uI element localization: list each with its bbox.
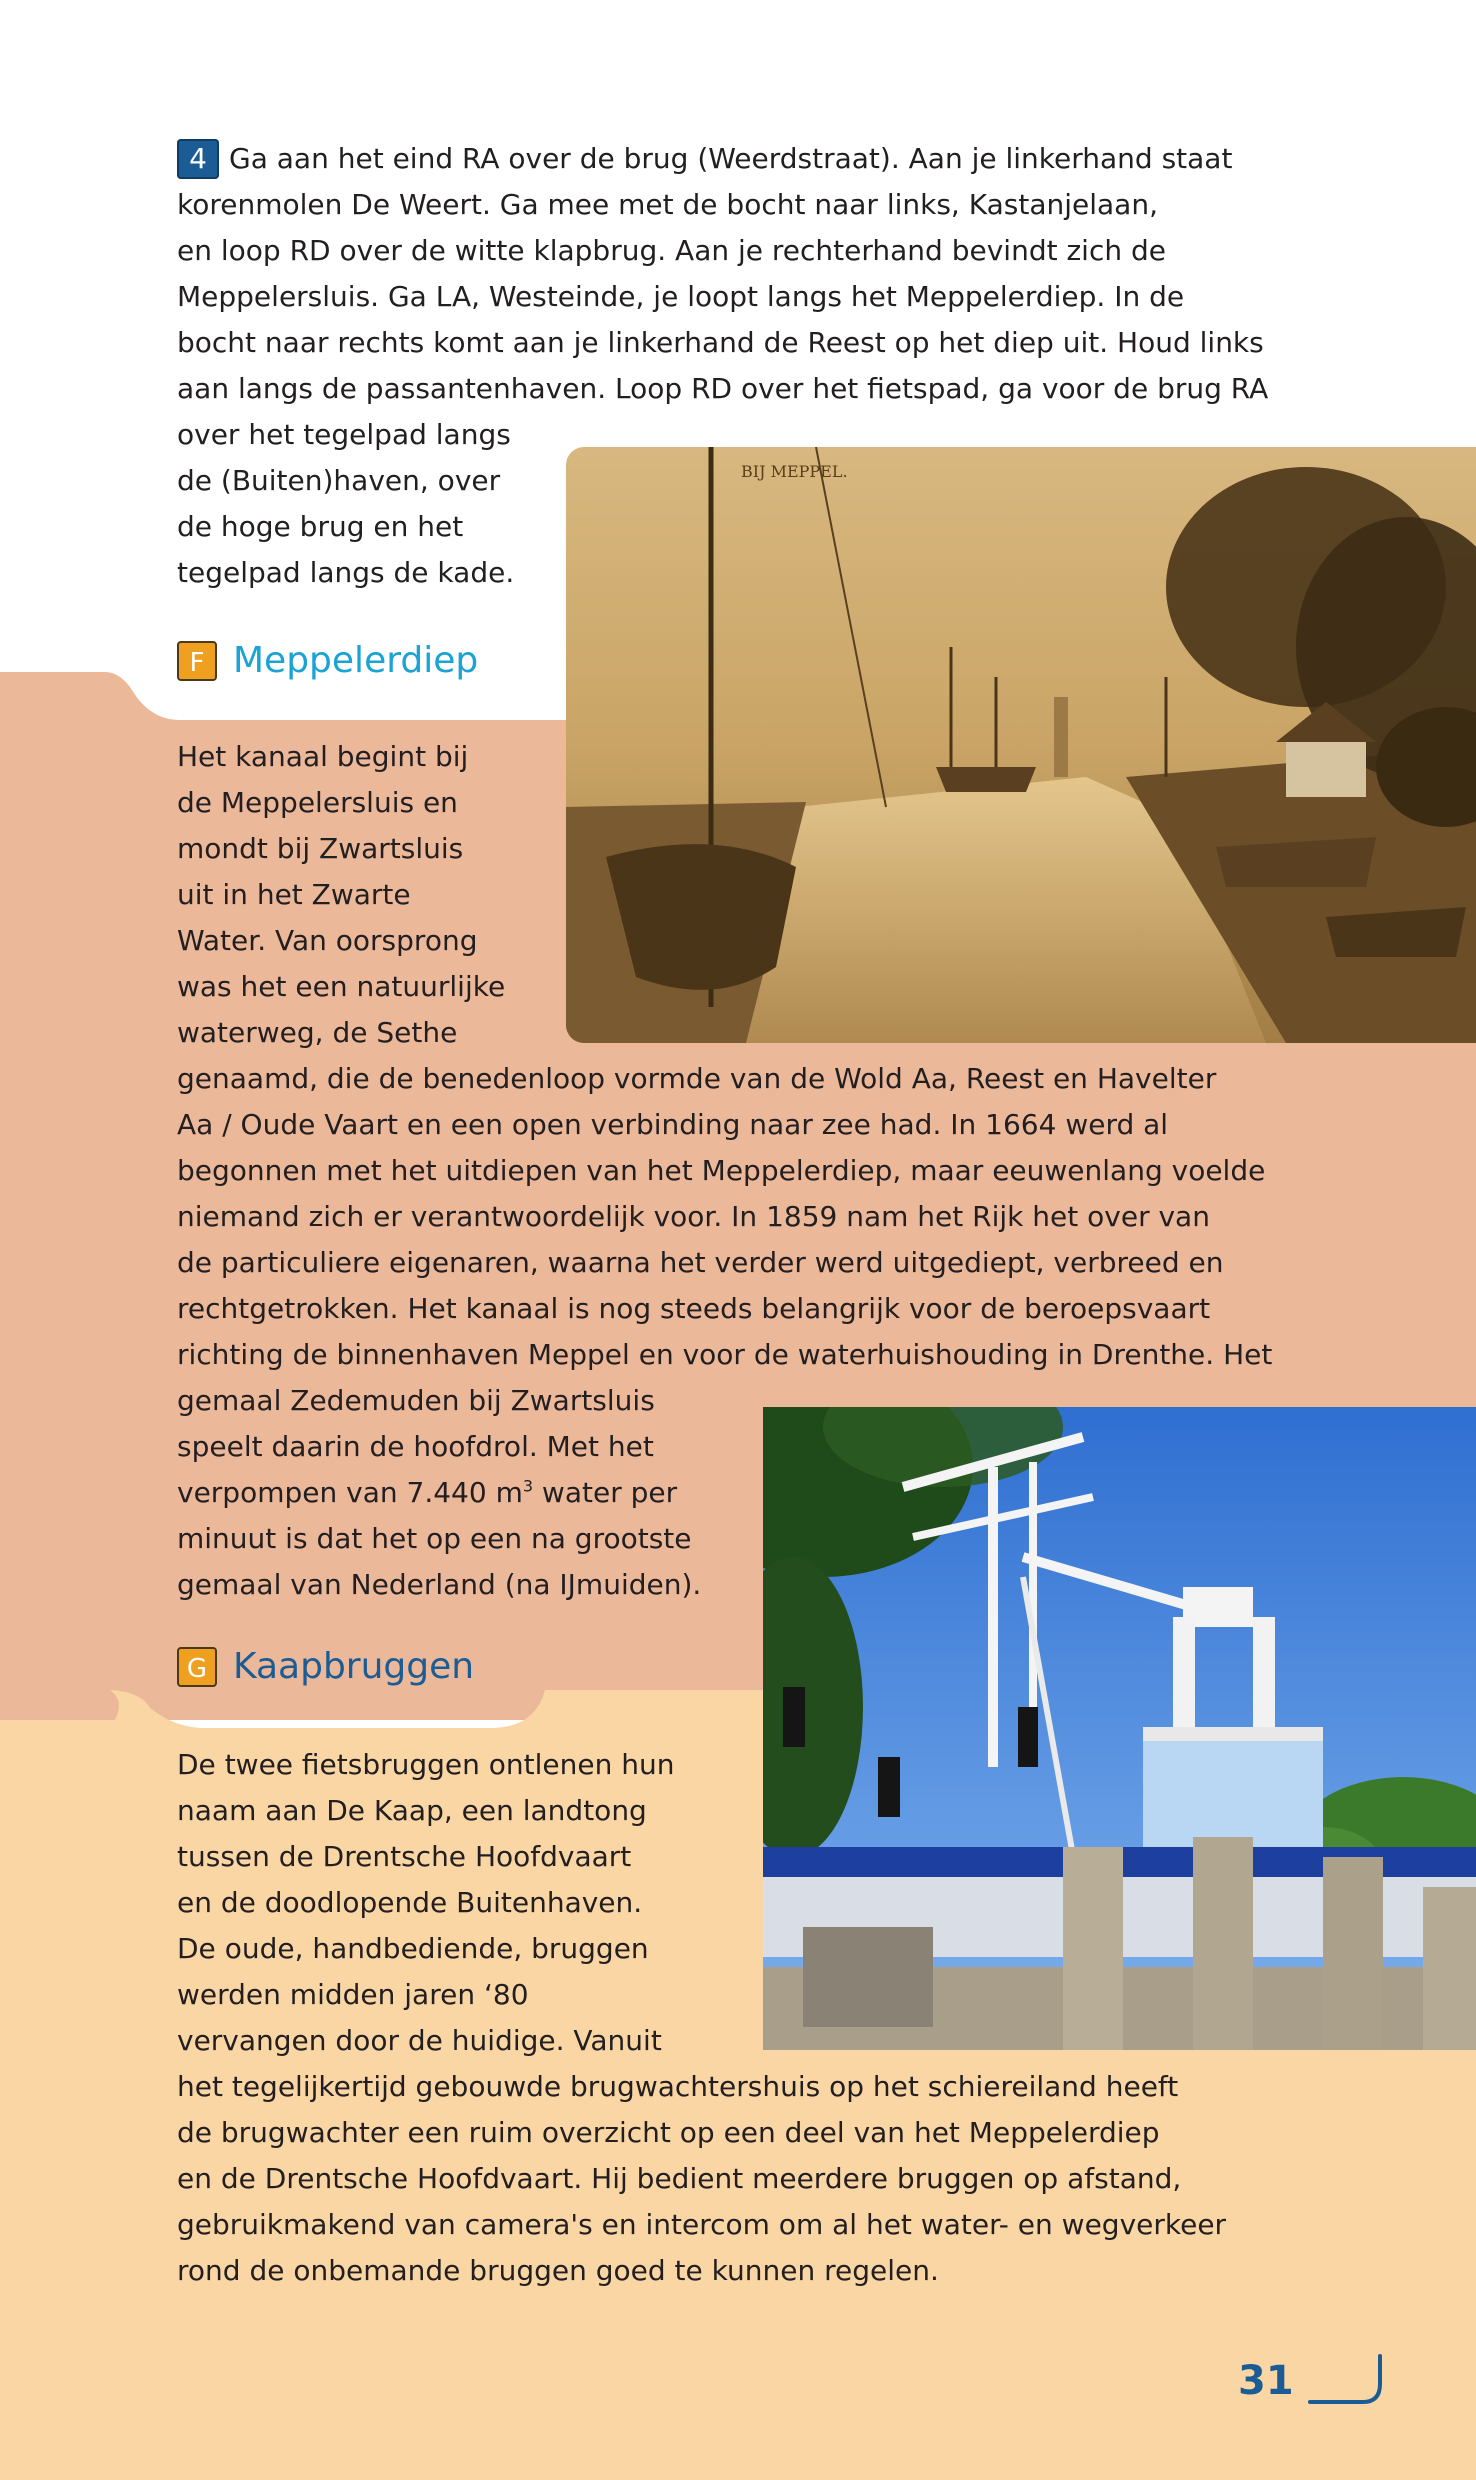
step-line: aan langs de passantenhaven. Loop RD over het fietspad, ga voor de brug RA	[177, 372, 1269, 405]
text-line: tussen de Drentsche Hoofdvaart	[177, 1840, 632, 1873]
text-line: en de Drentsche Hoofdvaart. Hij bedient meerdere bruggen op afstand,	[177, 2162, 1182, 2195]
section-g-narrow-text	[177, 1742, 747, 2064]
step-line: en loop RD over de witte klapbrug. Aan je rechterhand bevindt zich de	[177, 234, 1166, 267]
text-line: vervangen door de huidige. Vanuit	[177, 2024, 662, 2057]
text-line: genaamd, die de benedenloop vormde van de Wold Aa, Reest en Havelter	[177, 1062, 1217, 1095]
section-f-title: Meppelerdiep	[233, 640, 479, 681]
text-line: De twee fietsbruggen ontlenen hun	[177, 1748, 675, 1781]
text-line: rechtgetrokken. Het kanaal is nog steeds belangrijk voor de beroepsvaart	[177, 1292, 1211, 1325]
step-line: bocht naar rechts komt aan je linkerhand de Reest op het diep uit. Houd links	[177, 326, 1264, 359]
text-line: gemaal van Nederland (na IJmuiden).	[177, 1568, 702, 1601]
section-f-full-text	[177, 1056, 1327, 1378]
step-number-badge: 4	[177, 139, 219, 179]
text-line: rond de onbemande bruggen goed te kunnen regelen.	[177, 2254, 939, 2287]
section-f-narrow-text	[177, 734, 537, 1056]
step-line: de (Buiten)haven, over	[177, 464, 501, 497]
text-line: was het een natuurlijke	[177, 970, 506, 1003]
text-line: richting de binnenhaven Meppel en voor de waterhuishouding in Drenthe. Het	[177, 1338, 1273, 1371]
section-f-badge: F	[177, 641, 217, 681]
bridge-photo	[763, 1407, 1476, 2050]
text-line: verpompen van 7.440 $m^3$ water per	[177, 1476, 678, 1509]
text-line: Het kanaal begint bij	[177, 740, 469, 773]
text-line: de Meppelersluis en	[177, 786, 458, 819]
text-line: Aa / Oude Vaart en een open verbinding naar zee had. In 1664 werd al	[177, 1108, 1169, 1141]
text-line: de particuliere eigenaren, waarna het verder werd uitgediept, verbreed en	[177, 1246, 1224, 1279]
text-line: naam aan De Kaap, een landtong	[177, 1794, 647, 1827]
page-number: 31	[1238, 2358, 1294, 2404]
text-line: gebruikmakend van camera's en intercom om al het water- en wegverkeer	[177, 2208, 1227, 2241]
text-line: mondt bij Zwartsluis	[177, 832, 464, 865]
section-g-title: Kaapbruggen	[233, 1646, 475, 1687]
step-line: tegelpad langs de kade.	[177, 556, 515, 589]
text-line: het tegelijkertijd gebouwde brugwachtershuis op het schiereiland heeft	[177, 2070, 1179, 2103]
text-line: niemand zich er verantwoordelijk voor. In 1859 nam het Rijk het over van	[177, 1200, 1210, 1233]
step-line: 4 Ga aan het eind RA over de brug (Weerdstraat). Aan je linkerhand staat	[177, 136, 1327, 182]
section-g-heading	[177, 1646, 474, 1687]
step-line: Meppelersluis. Ga LA, Westeinde, je loopt langs het Meppelerdiep. In de	[177, 280, 1185, 313]
text-line: en de doodlopende Buitenhaven.	[177, 1886, 643, 1919]
text-line: gemaal Zedemuden bij Zwartsluis	[177, 1384, 655, 1417]
text-line: de brugwachter een ruim overzicht op een deel van het Meppelerdiep	[177, 2116, 1160, 2149]
section-g-full-text	[177, 2064, 1327, 2294]
step-line: de hoge brug en het	[177, 510, 464, 543]
historic-canal-photo	[566, 447, 1476, 1043]
section-f-heading	[177, 640, 478, 681]
text-line: begonnen met het uitdiepen van het Meppelerdiep, maar eeuwenlang voelde	[177, 1154, 1266, 1187]
text-line: Water. Van oorsprong	[177, 924, 478, 957]
photo-caption: BIJ MEPPEL.	[741, 462, 848, 481]
text-line: De oude, handbediende, bruggen	[177, 1932, 649, 1965]
text-line: werden midden jaren ‘80	[177, 1978, 529, 2011]
text-line: minuut is dat het op een na grootste	[177, 1522, 692, 1555]
step-line: over het tegelpad langs	[177, 418, 511, 451]
step-line: korenmolen De Weert. Ga mee met de bocht naar links, Kastanjelaan,	[177, 188, 1158, 221]
section-g-badge: G	[177, 1647, 217, 1687]
text-line: uit in het Zwarte	[177, 878, 411, 911]
section-f-narrow-text-2	[177, 1378, 757, 1608]
text-line: waterweg, de Sethe	[177, 1016, 458, 1049]
page-corner-hook-icon	[1308, 2352, 1388, 2412]
text-line: speelt daarin de hoofdrol. Met het	[177, 1430, 654, 1463]
